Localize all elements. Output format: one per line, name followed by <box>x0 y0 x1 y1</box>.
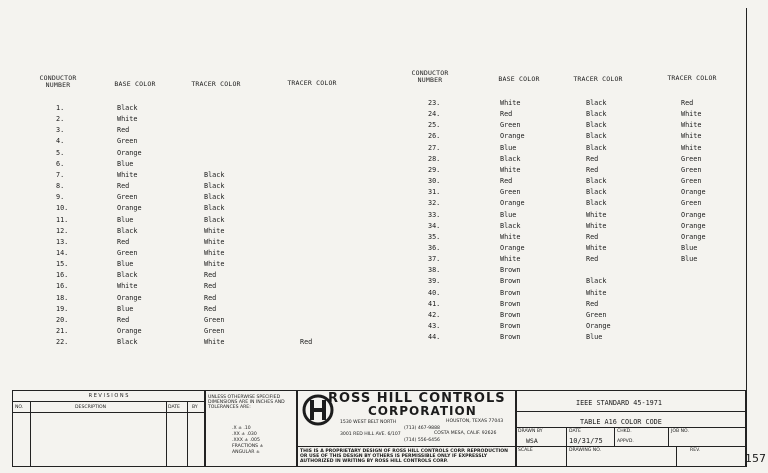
right-table-cell: Black <box>586 177 607 186</box>
right-table-cell: Black <box>586 277 607 286</box>
right-table-cell: Green <box>681 177 702 186</box>
tol-angular: ANGULAR ± <box>232 450 260 455</box>
right-header-base: BASE COLOR <box>498 75 540 83</box>
left-header-conductor: CONDUCTOR NUMBER <box>39 74 77 89</box>
left-table-cell: 5. <box>56 148 65 157</box>
right-table-cell: 24. <box>428 110 441 119</box>
info-col <box>566 427 567 467</box>
left-table-cell: 1. <box>56 104 65 112</box>
right-table-cell: 36. <box>428 243 441 252</box>
left-table-cell: 9. <box>56 193 65 202</box>
right-table-cell: 32. <box>428 199 441 208</box>
right-table-cell: Blue <box>681 243 698 252</box>
left-table-cell: 11. <box>56 215 69 224</box>
right-table-cell: Orange <box>500 132 525 141</box>
standard-title: IEEE STANDARD 45-1971 <box>576 399 662 407</box>
rev-date-label: DATE <box>168 405 180 410</box>
right-table-cell: Green <box>500 121 521 130</box>
left-table-cell: 15. <box>56 260 69 269</box>
left-table-cell: Blue <box>117 304 134 313</box>
right-table-cell: Blue <box>586 333 603 342</box>
right-table-cell: 41. <box>428 299 441 308</box>
right-table-cell: White <box>681 132 702 141</box>
revisions-rule <box>12 412 205 413</box>
right-header-tracer1: TRACER COLOR <box>573 75 623 83</box>
right-table-cell: Red <box>586 299 599 308</box>
left-table-cell: 3. <box>56 126 65 135</box>
right-table-cell: Green <box>681 154 702 163</box>
left-table-cell: 21. <box>56 327 69 335</box>
right-table-cell: Orange <box>500 243 525 252</box>
right-table-cell: Orange <box>681 221 706 230</box>
right-table-cell: 37. <box>428 255 441 264</box>
left-table-cell: Black <box>204 215 225 224</box>
right-table-cell: White <box>500 255 521 264</box>
left-table-cell: Green <box>117 248 138 257</box>
revisions-col <box>30 401 31 467</box>
right-table-cell: Brown <box>500 310 521 319</box>
proprietary-notice: THIS IS A PROPRIETARY DESIGN OF ROSS HILL CONTROLS CORP. REPRODUCTION OR USE OF THIS DESIGN BY OTHERS IS PERMISSIBLE ONLY IF EXPRESSLY AUTHORIZED IN WRITING BY ROSS HILL CONTROLS CORP. <box>300 449 508 464</box>
right-table-cell: 29. <box>428 165 441 174</box>
left-table-cell: Blue <box>117 215 134 224</box>
right-table-cell: Orange <box>681 210 706 219</box>
left-table-cell: Red <box>117 126 130 135</box>
right-table-cell: White <box>500 165 521 174</box>
company-name: ROSS HILL CONTROLS <box>328 391 506 406</box>
table-title: TABLE A16 COLOR CODE <box>580 418 662 426</box>
right-header-conductor: CONDUCTOR NUMBER <box>411 69 449 84</box>
right-table-cell: 40. <box>428 288 441 297</box>
right-table-cell: Green <box>500 188 521 197</box>
phone-2: (714) 556-6456 <box>404 438 440 443</box>
right-table-cell: White <box>586 221 607 230</box>
drawn-by-label: DRAWN BY <box>518 429 543 434</box>
scale-label: SCALE <box>518 448 533 453</box>
right-table-cell: 35. <box>428 232 441 241</box>
right-table-cell: Black <box>586 199 607 208</box>
left-table-cell: 22. <box>56 338 69 347</box>
left-header-tracer2: TRACER COLOR <box>287 79 337 87</box>
rev-description-label: DESCRIPTION <box>75 405 107 410</box>
company-rule <box>297 446 516 447</box>
left-table-cell: White <box>204 237 225 246</box>
right-table-cell: Green <box>681 199 702 208</box>
left-table-cell: Red <box>117 315 130 324</box>
right-table-cell: 27. <box>428 143 441 152</box>
left-table-cell: Green <box>117 193 138 202</box>
right-table-cell: 23. <box>428 99 441 107</box>
left-table-cell: Red <box>117 182 130 191</box>
drawn-by-value: WSA <box>526 437 538 445</box>
rev-label: REV. <box>690 448 701 453</box>
right-table-cell: White <box>586 210 607 219</box>
right-table-cell: Orange <box>586 322 611 330</box>
left-table-cell: Black <box>117 338 138 347</box>
left-table-cell: Black <box>204 204 225 213</box>
left-table-cell: Black <box>117 104 138 112</box>
right-table-cell: Black <box>500 221 521 230</box>
right-table-cell: Red <box>586 165 599 174</box>
left-table-cell: Black <box>204 193 225 202</box>
left-table-cell: Orange <box>117 148 142 157</box>
left-table-cell: White <box>204 226 225 235</box>
left-table-cell: 8. <box>56 182 65 191</box>
right-table-cell: Blue <box>500 143 517 152</box>
right-table-cell: Green <box>586 310 607 319</box>
left-table-cell: White <box>117 282 138 291</box>
right-table-cell: White <box>586 243 607 252</box>
revisions-title: R E V I S I O N S <box>88 393 129 399</box>
left-header-base: BASE COLOR <box>114 80 156 88</box>
left-table-cell: Red <box>204 293 217 302</box>
right-table-cell: Brown <box>500 277 521 286</box>
right-table-cell: Orange <box>681 232 706 241</box>
left-table-cell: White <box>204 260 225 269</box>
address-2-city: COSTA MESA, CALIF. 92626 <box>434 431 497 436</box>
right-table-cell: White <box>681 143 702 152</box>
right-table-cell: Brown <box>500 333 521 342</box>
left-table-cell: 18. <box>56 293 69 302</box>
info-col <box>676 446 677 467</box>
right-header-tracer2: TRACER COLOR <box>667 74 717 82</box>
address-1-city: HOUSTON, TEXAS 77043 <box>446 419 504 424</box>
left-table-cell: Orange <box>117 327 142 335</box>
left-table-cell: Red <box>204 271 217 280</box>
right-table-cell: Black <box>586 132 607 141</box>
left-table-cell: White <box>117 115 138 124</box>
right-table-cell: Black <box>500 154 521 163</box>
left-table-cell: 16. <box>56 271 69 280</box>
left-table-cell: Orange <box>117 204 142 213</box>
right-table-cell: Red <box>586 255 599 264</box>
tol-3: .XXX ± .005 <box>232 438 260 443</box>
info-col <box>668 427 669 446</box>
left-table-cell: 2. <box>56 115 65 124</box>
right-table-cell: 26. <box>428 132 441 141</box>
right-table-cell: 34. <box>428 221 441 230</box>
right-table-cell: Green <box>681 165 702 174</box>
right-table-cell: Blue <box>500 210 517 219</box>
right-table-cell: 25. <box>428 121 441 130</box>
left-table-cell: 20. <box>56 315 69 324</box>
right-table-cell: 33. <box>428 210 441 219</box>
company-subname: CORPORATION <box>368 404 477 418</box>
right-table-cell: Red <box>500 110 513 119</box>
right-table-cell: Red <box>586 232 599 241</box>
left-table-cell: Green <box>117 137 138 146</box>
left-table-cell: Red <box>300 338 313 347</box>
revisions-col <box>166 401 167 467</box>
left-header-tracer1: TRACER COLOR <box>191 80 241 88</box>
right-table-cell: 44. <box>428 333 441 342</box>
tol-fractions: FRACTIONS ± <box>232 444 264 449</box>
left-table-cell: 19. <box>56 304 69 313</box>
left-table-cell: 13. <box>56 237 69 246</box>
page-number: 157 <box>745 452 766 465</box>
left-table-cell: White <box>204 338 225 347</box>
left-table-cell: 7. <box>56 170 65 179</box>
right-table-cell: Black <box>586 110 607 119</box>
chkd-label: CHKD. <box>617 429 632 434</box>
right-table-cell: Orange <box>681 188 706 197</box>
right-table-cell: Black <box>586 143 607 152</box>
left-table-cell: White <box>204 248 225 257</box>
tol-1: .X ± .10 <box>232 426 251 431</box>
right-table-cell: Black <box>586 99 607 107</box>
left-table-cell: Orange <box>117 293 142 302</box>
left-table-cell: Red <box>204 282 217 291</box>
right-table-cell: Black <box>586 188 607 197</box>
rev-by-label: BY <box>192 405 198 410</box>
right-table-cell: Brown <box>500 288 521 297</box>
left-table-cell: 4. <box>56 137 65 146</box>
left-table-cell: Blue <box>117 159 134 168</box>
right-table-cell: Blue <box>681 255 698 264</box>
right-table-cell: 43. <box>428 322 441 330</box>
left-table-cell: 12. <box>56 226 69 235</box>
address-1: 1530 WEST BELT NORTH <box>340 420 397 425</box>
phone-1: (713) 467-9888 <box>404 426 440 431</box>
drawing-no-label: DRAWING NO. <box>569 448 602 453</box>
right-table-cell: Black <box>586 121 607 130</box>
right-table-cell: Brown <box>500 299 521 308</box>
right-table-cell: Brown <box>500 266 521 275</box>
revisions-rule <box>12 401 205 402</box>
left-table-cell: 6. <box>56 159 65 168</box>
right-table-cell: White <box>500 232 521 241</box>
left-table-cell: 10. <box>56 204 69 213</box>
right-table-cell: White <box>500 99 521 107</box>
right-table-cell: White <box>681 121 702 130</box>
left-table-cell: Red <box>204 304 217 313</box>
left-table-cell: 14. <box>56 248 69 257</box>
info-rule <box>516 411 746 412</box>
appvd-label: APPVD. <box>617 439 634 444</box>
left-table-cell: Green <box>204 315 225 324</box>
left-table-cell: Black <box>204 170 225 179</box>
left-table-cell: Red <box>117 237 130 246</box>
left-table-cell: 16. <box>56 282 69 291</box>
info-rule <box>516 427 746 428</box>
right-table-cell: 38. <box>428 266 441 275</box>
tolerance-note: UNLESS OTHERWISE SPECIFIED DIMENSIONS ARE IN INCHES AND TOLERANCES ARE: <box>208 395 285 410</box>
right-table-cell: Red <box>586 154 599 163</box>
rev-no-label: NO. <box>15 405 24 410</box>
right-table-cell: Orange <box>500 199 525 208</box>
left-table-cell: White <box>117 170 138 179</box>
date-value: 10/31/75 <box>569 437 603 445</box>
revisions-col <box>187 401 188 467</box>
left-table-cell: Black <box>117 226 138 235</box>
right-table-cell: White <box>681 110 702 119</box>
right-table-cell: 39. <box>428 277 441 286</box>
right-table-cell: White <box>586 288 607 297</box>
right-table-cell: Red <box>681 99 694 107</box>
job-no-label: JOB NO. <box>671 429 689 434</box>
right-table-cell: 30. <box>428 177 441 186</box>
left-table-cell: Blue <box>117 260 134 269</box>
info-col <box>614 427 615 446</box>
left-table-cell: Black <box>204 182 225 191</box>
address-2: 3001 RED HILL AVE. 6/107 <box>340 432 401 437</box>
left-table-cell: Black <box>117 271 138 280</box>
right-table-cell: 28. <box>428 154 441 163</box>
right-table-cell: 31. <box>428 188 441 197</box>
right-table-cell: Brown <box>500 322 521 330</box>
info-rule <box>516 446 746 447</box>
left-table-cell: Green <box>204 327 225 335</box>
right-table-cell: Red <box>500 177 513 186</box>
date-label: DATE <box>569 429 581 434</box>
tol-2: .XX ± .030 <box>232 432 257 437</box>
right-table-cell: 42. <box>428 310 441 319</box>
